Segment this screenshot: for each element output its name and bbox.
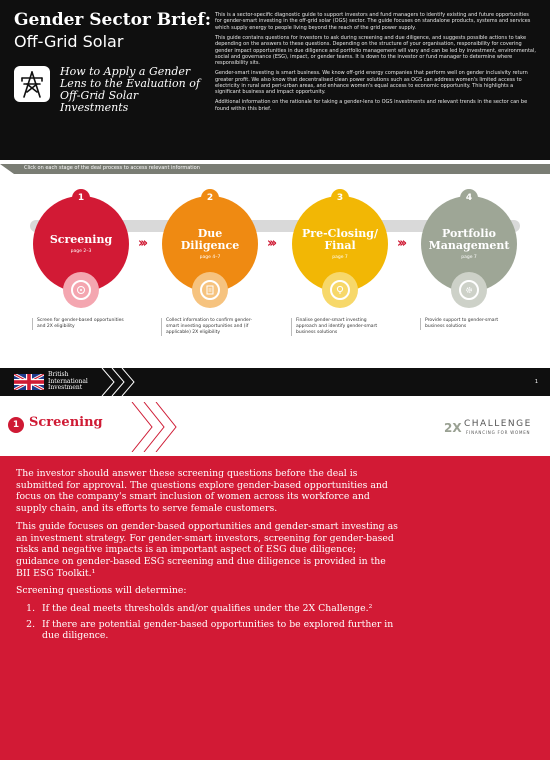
chevron-right-icon: ››› xyxy=(397,236,405,251)
stage-name-line2: Management xyxy=(428,239,510,252)
stage-number: 1 xyxy=(72,189,90,207)
stage-pages: page 7 xyxy=(332,255,348,260)
decorative-chevrons xyxy=(130,402,180,452)
gear-icon xyxy=(451,272,487,308)
stage-number: 4 xyxy=(460,189,478,207)
intro-paragraph: This guide contains questions for investors to ask during screening and due diligence, and suggests possible actions to take depending on the answers to these questions. Depending on the structure of your organisation, responsibility for covering gender impact opportunities in due diligence and portfolio management will vary and can be led by investment, environmental, social and governance (ESG), impact, or gender teams. It is down to the investor or fund manager to determine where responsibility sits. xyxy=(215,34,536,67)
stage-number: 2 xyxy=(201,189,219,207)
stage-name: Due xyxy=(197,227,223,240)
body-paragraph: This guide focuses on gender-based opportunities and gender-smart investing as an investment strategy. For gender-smart investors, screening for gender-based risks and negative impacts is an important aspect of ESG due diligence; guidance on gender-based ESG screening and due diligence is provided in the BII ESG Toolkit.¹ xyxy=(16,520,398,579)
screening-section-header xyxy=(0,396,550,456)
screening-body xyxy=(0,456,550,760)
deal-process-stages xyxy=(0,178,550,368)
org-name-line: Investment xyxy=(48,384,83,391)
stage-pages: page 4–7 xyxy=(199,255,221,260)
header-banner xyxy=(0,0,550,160)
stage-name-line2: Diligence xyxy=(180,239,240,252)
bii-logo-text xyxy=(48,372,88,392)
brief-subtitle: How to Apply a Gender Lens to the Evaluation of Off-Grid Solar Investments xyxy=(60,65,200,114)
stage-name: Pre-Closing/ xyxy=(302,227,378,240)
section-number: 1 xyxy=(8,417,24,433)
stage-number: 3 xyxy=(331,189,349,207)
list-item: 1. If the deal meets thresholds and/or qualifies under the 2X Challenge.² xyxy=(38,603,400,615)
stage-pages: page 2–3 xyxy=(70,249,92,254)
brief-title: Gender Sector Brief: xyxy=(14,10,211,30)
decorative-chevrons xyxy=(100,368,140,396)
brief-sector-title: Off-Grid Solar xyxy=(14,32,124,51)
stage-description: Collect information to confirm gender-smart investing opportunities and (if applicable) 2X eligibility xyxy=(161,318,257,336)
union-flag-icon xyxy=(14,374,44,390)
stage-description: Finalise gender-smart investing approach and identify gender-smart business solutions xyxy=(291,318,387,336)
lightbulb-icon xyxy=(322,272,358,308)
stage-pages: page 7 xyxy=(461,255,477,260)
org-name-line: British xyxy=(48,371,69,378)
body-paragraph: Screening questions will determine: xyxy=(16,585,187,597)
stage-name: Portfolio xyxy=(442,227,496,240)
body-paragraph: The investor should answer these screening questions before the deal is submitted for approval. The questions explore gender-based opportunities and focus on the company's smart inclusion of women across its workforce and supply chain, and its efforts to serve female customers. xyxy=(16,468,388,515)
stage-description: Provide support to gender-smart business solutions xyxy=(420,318,516,330)
section-title: Screening xyxy=(29,415,103,430)
stage-name-line2: Final xyxy=(324,239,356,252)
org-name-line: International xyxy=(48,377,88,385)
target-icon xyxy=(63,272,99,308)
process-instruction-bar xyxy=(0,160,550,178)
footer-band xyxy=(0,368,550,396)
2x-challenge-tagline: FINANCING FOR WOMEN xyxy=(466,430,531,435)
power-tower-icon xyxy=(14,66,50,102)
2x-challenge-wordmark: CHALLENGE xyxy=(464,419,532,429)
intro-paragraph: This is a sector-specific diagnostic guide to support investors and fund managers to identify existing and future opportunities for gender-smart investing in the off-grid solar (OGS) sector. The guide focuses on standalone products, systems and services which supply energy to people living beyond the reach of the grid power supply. xyxy=(215,12,531,31)
intro-paragraph: Gender-smart investing is smart business. We know off-grid energy companies that perform well on gender inclusivity return greater profit. We also know that decentralised clean power solutions such as OGS can address women's limited access to electricity in rural and peri-urban areas, and enhance women's equal access to economic opportunity. This highlights a significant business and impact opportunity. xyxy=(215,70,528,96)
chevron-right-icon: ››› xyxy=(138,236,146,251)
intro-paragraph: Additional information on the rationale for taking a gender-lens to OGS investments and relevant trends in the sector can be found within this brief. xyxy=(215,99,528,112)
chevron-right-icon: ››› xyxy=(267,236,275,251)
stage-description: Screen for gender-based opportunities and 2X eligibility xyxy=(32,318,128,330)
stage-name: Screening xyxy=(49,233,113,246)
page-number: 1 xyxy=(534,379,538,385)
process-instruction: Click on each stage of the deal process to access relevant information xyxy=(24,165,200,171)
2x-challenge-logo: 2X xyxy=(444,421,462,435)
document-icon xyxy=(192,272,228,308)
screening-list xyxy=(38,603,400,642)
list-item: 2. If there are potential gender-based opportunities to be explored further in due diligence. xyxy=(38,619,400,642)
intro-text xyxy=(215,12,537,116)
